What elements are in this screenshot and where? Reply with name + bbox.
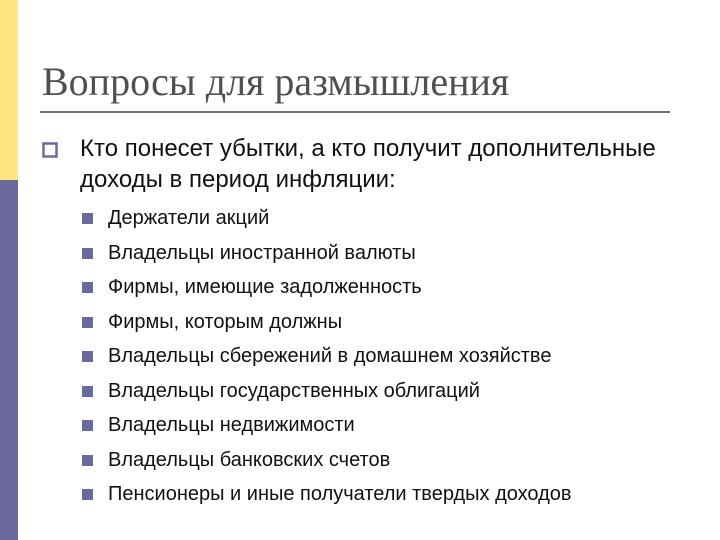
list-item-text: Фирмы, которым должны bbox=[108, 310, 343, 333]
title-underline bbox=[40, 111, 670, 113]
hollow-square-bullet-icon bbox=[42, 142, 58, 158]
list-item-text: Владельцы иностранной валюты bbox=[108, 241, 416, 264]
filled-square-bullet-icon bbox=[82, 248, 93, 259]
list-item-text: Владельцы недвижимости bbox=[108, 414, 355, 436]
list-item-text: Фирмы, имеющие задолженность bbox=[108, 276, 422, 298]
list-item-text: Владельцы банковских счетов bbox=[108, 448, 391, 471]
filled-square-bullet-icon bbox=[82, 351, 93, 362]
list-item-text: Владельцы государственных облигаций bbox=[108, 379, 480, 402]
filled-square-bullet-icon bbox=[82, 282, 93, 293]
filled-square-bullet-icon bbox=[82, 420, 93, 431]
filled-square-bullet-icon bbox=[82, 213, 93, 224]
list-item-text: Владельцы сбережений в домашнем хозяйстве bbox=[108, 345, 552, 367]
list-item-text: Держатели акций bbox=[108, 207, 270, 229]
filled-square-bullet-icon bbox=[82, 317, 93, 328]
filled-square-bullet-icon bbox=[82, 489, 93, 500]
list-item-text: Пенсионеры и иные получатели твердых доходов bbox=[108, 483, 572, 505]
filled-square-bullet-icon bbox=[82, 455, 93, 466]
sidebar-accent-bottom bbox=[0, 180, 18, 540]
slide-title: Вопросы для размышления bbox=[42, 59, 510, 104]
main-bullet-text: Кто понесет убытки, а кто получит дополнительные доходы в период инфляции: bbox=[80, 135, 656, 193]
filled-square-bullet-icon bbox=[82, 386, 93, 397]
sidebar-accent-top bbox=[0, 0, 18, 180]
